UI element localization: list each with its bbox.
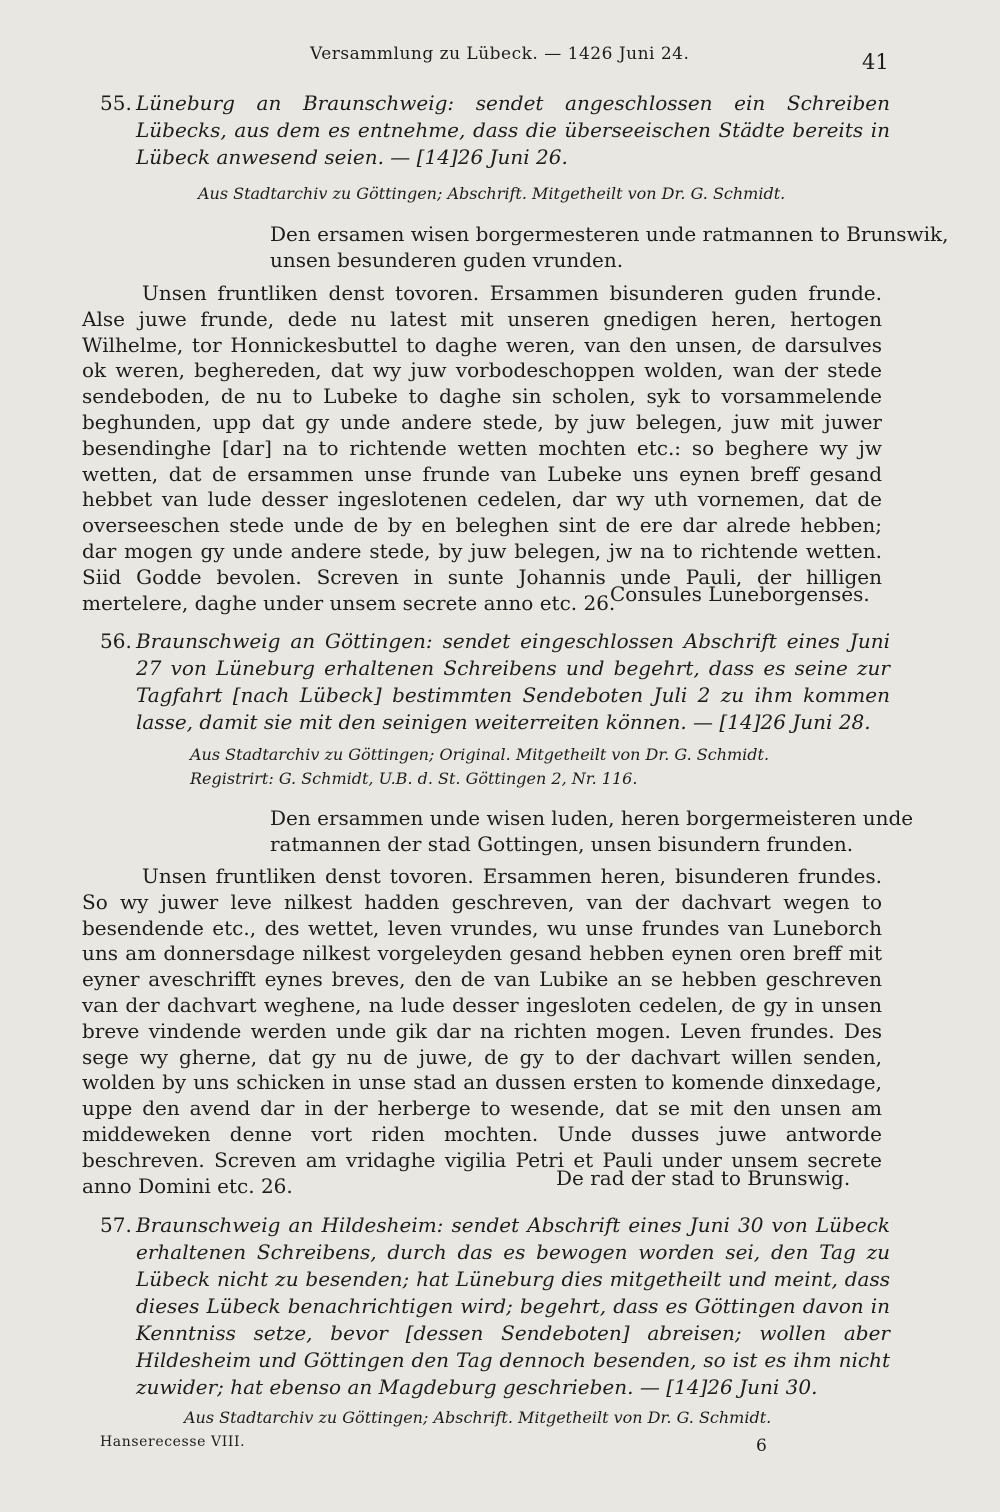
address-55-line1: Den ersamen wisen borgermesteren unde ratmannen to Brunswik, — [270, 222, 949, 246]
source-note-55: Aus Stadtarchiv zu Göttingen; Abschrift. Mitgetheilt von Dr. G. Schmidt. — [198, 184, 786, 203]
register-note-56: Registrirt: G. Schmidt, U.B. d. St. Göttingen 2, Nr. 116. — [190, 769, 638, 788]
signature-55: Consules Luneborgenses. — [610, 582, 870, 606]
letter-body: Unsen fruntliken denst tovoren. Ersammen heren, bisunderen frundes. So wy juwer leve nilkest hadden geschreven, van der dachvart wegen to besendende etc., des wettet, leven vrundes, wu unse frundes van Luneborch uns am donnersdage nilkest vorgeleyden gesand hebben eynen oren breff mit eyner aveschrifft eynes breves, den de van Lubike an se hebben geschreven van der dachvart weghene, na lude desser ingesloten cedelen, de gy in unsen breve vindende werden unde gik dar na richten mogen. Leven frundes. Des sege wy gherne, dat gy nu de juwe, de gy to der dachvart willen senden, wolden by uns schicken in unse stad an dussen ersten to komende dinxedage, uppe den avend dar in der herberge to wesende, dat se mit den unsen am middeweken denne vort riden mochten. Unde dusses juwe antworde beschreven. Screven am vridaghe vigilia Petri et Pauli under unsem secrete anno Domini etc. 26. — [82, 864, 882, 1198]
series-footer: Hanserecesse VIII. — [100, 1434, 246, 1450]
regest-text: Lüneburg an Braunschweig: sendet angeschlossen ein Schreiben Lübecks, aus dem es entnehme, dass die überseeischen Städte bereits in Lübeck anwesend seien. — [14]26 Juni 26. — [136, 91, 890, 169]
source-note-57: Aus Stadtarchiv zu Göttingen; Abschrift. Mitgetheilt von Dr. G. Schmidt. — [184, 1408, 772, 1427]
regest-text: Braunschweig an Hildesheim: sendet Abschrift eines Juni 30 von Lübeck erhaltenen Schreibens, durch das es bewogen worden sei, den Tag zu Lübeck nicht zu besenden; hat Lüneburg dies mitgetheilt und meint, dass dieses Lübeck benachrichtigen wird; begehrt, dass es Göttingen davon in Kenntniss setze, bevor [dessen Sendeboten] abreisen; wollen aber Hildesheim und Göttingen den Tag dennoch besenden, so ist es ihm nicht zuwider; hat ebenso an Magdeburg geschrieben. — [14]26 Juni 30. — [136, 1213, 890, 1399]
regest-55 — [100, 90, 890, 171]
doc-number: 55. — [100, 91, 132, 115]
letter-text-56 — [82, 864, 882, 1199]
address-56-line1: Den ersammen unde wisen luden, heren borgermeisteren unde — [270, 806, 914, 830]
doc-number: 56. — [100, 629, 132, 653]
signature-56: De rad der stad to Brunswig. — [556, 1166, 851, 1190]
regest-57 — [100, 1212, 890, 1401]
letter-text-55 — [82, 281, 882, 616]
address-55-line2: unsen besunderen guden vrunden. — [270, 248, 624, 272]
regest-text: Braunschweig an Göttingen: sendet eingeschlossen Abschrift eines Juni 27 von Lüneburg erhaltenen Schreibens und begehrt, dass es seine zur Tagfahrt [nach Lübeck] bestimmten Sendeboten Juli 2 zu ihm kommen lasse, damit sie mit den seinigen weiterreiten können. — [14]26 Juni 28. — [136, 629, 890, 734]
source-note-56: Aus Stadtarchiv zu Göttingen; Original. Mitgetheilt von Dr. G. Schmidt. — [190, 745, 770, 764]
letter-body: Unsen fruntliken denst tovoren. Ersammen bisunderen guden frunde. Alse juwe frunde, dede nu latest mit unseren gnedigen heren, hertogen Wilhelme, tor Honnickesbuttel to daghe weren, van den unsen, de darsulves ok weren, beghereden, dat wy juw vorbodeschoppen wolden, wan der stede sendeboden, de nu to Lubeke to daghe sin scholen, syk to vorsammelende beghunden, upp dat gy unde andere stede, by juw belegen, juw mit juwer besendinghe [dar] na to richtende wetten mochten etc.: so beghere wy jw wetten, dat de ersammen unse frunde van Lubeke uns eynen breff gesand hebbet van lude desser ingeslotenen cedelen, dar wy uth vornemen, dat de overseeschen stede unde de by en beleghen sint de ere dar alrede hebben; dar mogen gy unde andere stede, by juw belegen, jw na to richtende wetten. Siid Godde bevolen. Screven in sunte Johannis unde Pauli, der hilligen mertelere, daghe under unsem secrete anno etc. 26. — [82, 281, 882, 615]
address-56-line2: ratmannen der stad Gottingen, unsen bisundern frunden. — [270, 832, 854, 856]
signature-mark: 6 — [756, 1436, 767, 1456]
page-number: 41 — [862, 50, 889, 74]
regest-56 — [100, 628, 890, 736]
running-header: Versammlung zu Lübeck. — 1426 Juni 24. — [310, 44, 690, 64]
doc-number: 57. — [100, 1213, 132, 1237]
